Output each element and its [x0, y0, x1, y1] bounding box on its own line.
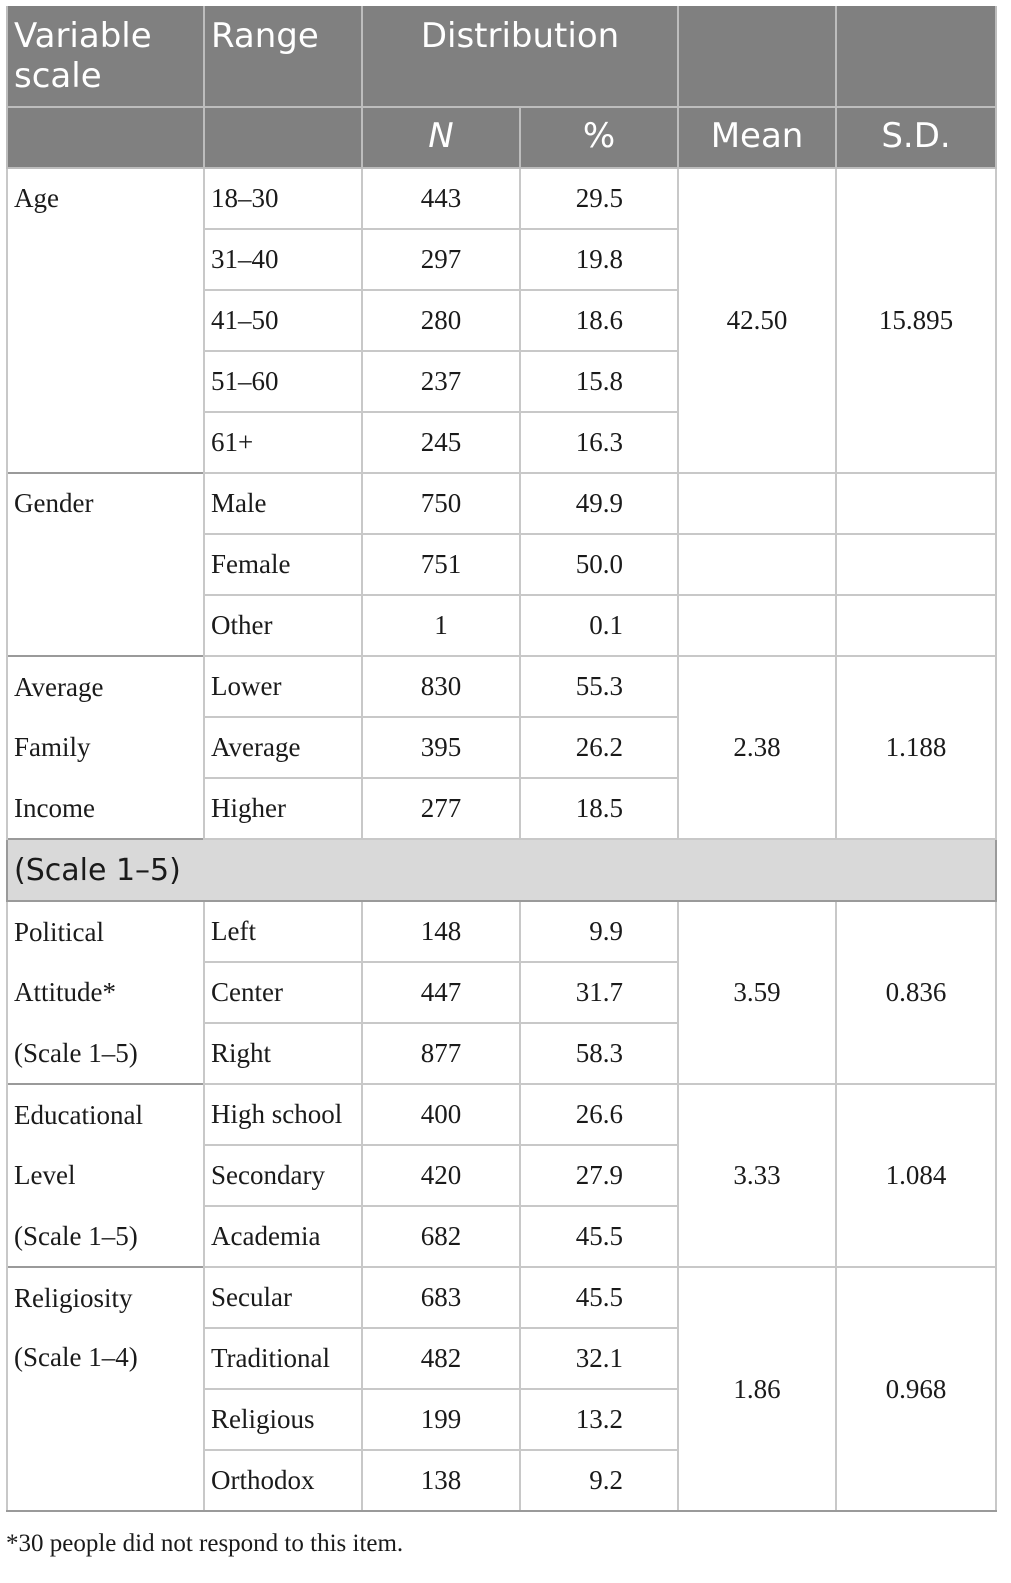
range-cell: 31–40	[204, 229, 362, 290]
sd-cell-empty	[836, 534, 996, 595]
range-cell: Academia	[204, 1206, 362, 1267]
pct-cell: 13.2	[520, 1389, 678, 1450]
pct-cell: 9.2	[520, 1450, 678, 1511]
variable-religiosity-line-1: Religiosity	[7, 1267, 204, 1328]
header-range: Range	[204, 6, 362, 107]
mean-religiosity: 1.86	[678, 1267, 836, 1511]
header-blank-variable	[7, 107, 204, 168]
mean-education: 3.33	[678, 1084, 836, 1267]
header-percent: %	[520, 107, 678, 168]
range-cell: 41–50	[204, 290, 362, 351]
n-cell: 420	[362, 1145, 520, 1206]
pct-cell: 45.5	[520, 1267, 678, 1328]
table-row	[7, 656, 996, 717]
mean-cell-empty	[678, 473, 836, 534]
sd-cell-empty	[836, 595, 996, 656]
pct-cell: 18.5	[520, 778, 678, 839]
pct-cell: 18.6	[520, 290, 678, 351]
variable-political-line-2: Attitude*	[7, 962, 204, 1023]
n-cell: 148	[362, 901, 520, 962]
variable-political-line-1: Political	[7, 901, 204, 962]
sd-income: 1.188	[836, 656, 996, 839]
variable-education-line-2: Level	[7, 1145, 204, 1206]
range-cell: Secular	[204, 1267, 362, 1328]
n-cell: 830	[362, 656, 520, 717]
pct-cell: 29.5	[520, 168, 678, 229]
range-cell: Traditional	[204, 1328, 362, 1389]
pct-cell: 50.0	[520, 534, 678, 595]
table-row	[7, 1084, 996, 1145]
variable-religiosity-line-2: (Scale 1–4)	[7, 1328, 204, 1511]
table-row	[7, 1267, 996, 1328]
n-cell: 277	[362, 778, 520, 839]
range-cell: Left	[204, 901, 362, 962]
variable-gender: Gender	[7, 473, 204, 656]
n-cell: 138	[362, 1450, 520, 1511]
mean-age: 42.50	[678, 168, 836, 473]
n-cell: 297	[362, 229, 520, 290]
n-cell: 682	[362, 1206, 520, 1267]
range-cell: Higher	[204, 778, 362, 839]
mean-income: 2.38	[678, 656, 836, 839]
sd-religiosity: 0.968	[836, 1267, 996, 1511]
header-mean: Mean	[678, 107, 836, 168]
pct-cell: 49.9	[520, 473, 678, 534]
sd-political: 0.836	[836, 901, 996, 1084]
demographics-table-container	[6, 6, 995, 1512]
header-row-1	[7, 6, 996, 107]
n-cell: 751	[362, 534, 520, 595]
table-row	[7, 168, 996, 229]
n-cell: 683	[362, 1267, 520, 1328]
scale-section-row	[7, 839, 996, 901]
sd-cell-empty	[836, 473, 996, 534]
n-cell: 447	[362, 962, 520, 1023]
pct-cell: 16.3	[520, 412, 678, 473]
pct-cell: 58.3	[520, 1023, 678, 1084]
table-row	[7, 901, 996, 962]
header-distribution: Distribution	[362, 6, 678, 107]
range-cell: High school	[204, 1084, 362, 1145]
header-row-2	[7, 107, 996, 168]
n-cell: 482	[362, 1328, 520, 1389]
header-sd: S.D.	[836, 107, 996, 168]
header-n-text: N	[428, 116, 454, 156]
n-cell: 877	[362, 1023, 520, 1084]
pct-cell: 15.8	[520, 351, 678, 412]
variable-income-line-3: Income	[7, 778, 204, 839]
n-cell: 400	[362, 1084, 520, 1145]
range-cell: Secondary	[204, 1145, 362, 1206]
header-variable-scale: Variable scale	[7, 6, 204, 107]
n-cell: 1	[362, 595, 520, 656]
pct-cell: 9.9	[520, 901, 678, 962]
scale-label: (Scale 1–5)	[7, 839, 996, 901]
pct-cell: 32.1	[520, 1328, 678, 1389]
range-cell: Religious	[204, 1389, 362, 1450]
mean-political: 3.59	[678, 901, 836, 1084]
pct-cell: 55.3	[520, 656, 678, 717]
variable-age: Age	[7, 168, 204, 473]
n-cell: 237	[362, 351, 520, 412]
range-cell: Right	[204, 1023, 362, 1084]
n-cell: 395	[362, 717, 520, 778]
mean-cell-empty	[678, 595, 836, 656]
sd-education: 1.084	[836, 1084, 996, 1267]
pct-cell: 26.6	[520, 1084, 678, 1145]
range-cell: Other	[204, 595, 362, 656]
sd-age: 15.895	[836, 168, 996, 473]
variable-education-line-1: Educational	[7, 1084, 204, 1145]
range-cell: 51–60	[204, 351, 362, 412]
variable-political-line-3: (Scale 1–5)	[7, 1023, 204, 1084]
range-cell: Male	[204, 473, 362, 534]
pct-cell: 0.1	[520, 595, 678, 656]
pct-cell: 27.9	[520, 1145, 678, 1206]
pct-cell: 45.5	[520, 1206, 678, 1267]
range-cell: 18–30	[204, 168, 362, 229]
header-n	[362, 107, 520, 168]
pct-cell: 26.2	[520, 717, 678, 778]
n-cell: 750	[362, 473, 520, 534]
range-cell: Lower	[204, 656, 362, 717]
range-cell: Female	[204, 534, 362, 595]
table-row	[7, 473, 996, 534]
range-cell: Orthodox	[204, 1450, 362, 1511]
mean-cell-empty	[678, 534, 836, 595]
n-cell: 443	[362, 168, 520, 229]
variable-income-line-1: Average	[7, 656, 204, 717]
variable-income-line-2: Family	[7, 717, 204, 778]
variable-education-line-3: (Scale 1–5)	[7, 1206, 204, 1267]
pct-cell: 31.7	[520, 962, 678, 1023]
range-cell: Center	[204, 962, 362, 1023]
header-blank-mean	[678, 6, 836, 107]
table-footnote: *30 people did not respond to this item.	[6, 1530, 404, 1557]
range-cell: Average	[204, 717, 362, 778]
header-blank-range	[204, 107, 362, 168]
demographics-table	[6, 6, 997, 1512]
range-cell: 61+	[204, 412, 362, 473]
n-cell: 280	[362, 290, 520, 351]
pct-cell: 19.8	[520, 229, 678, 290]
n-cell: 245	[362, 412, 520, 473]
n-cell: 199	[362, 1389, 520, 1450]
header-blank-sd	[836, 6, 996, 107]
